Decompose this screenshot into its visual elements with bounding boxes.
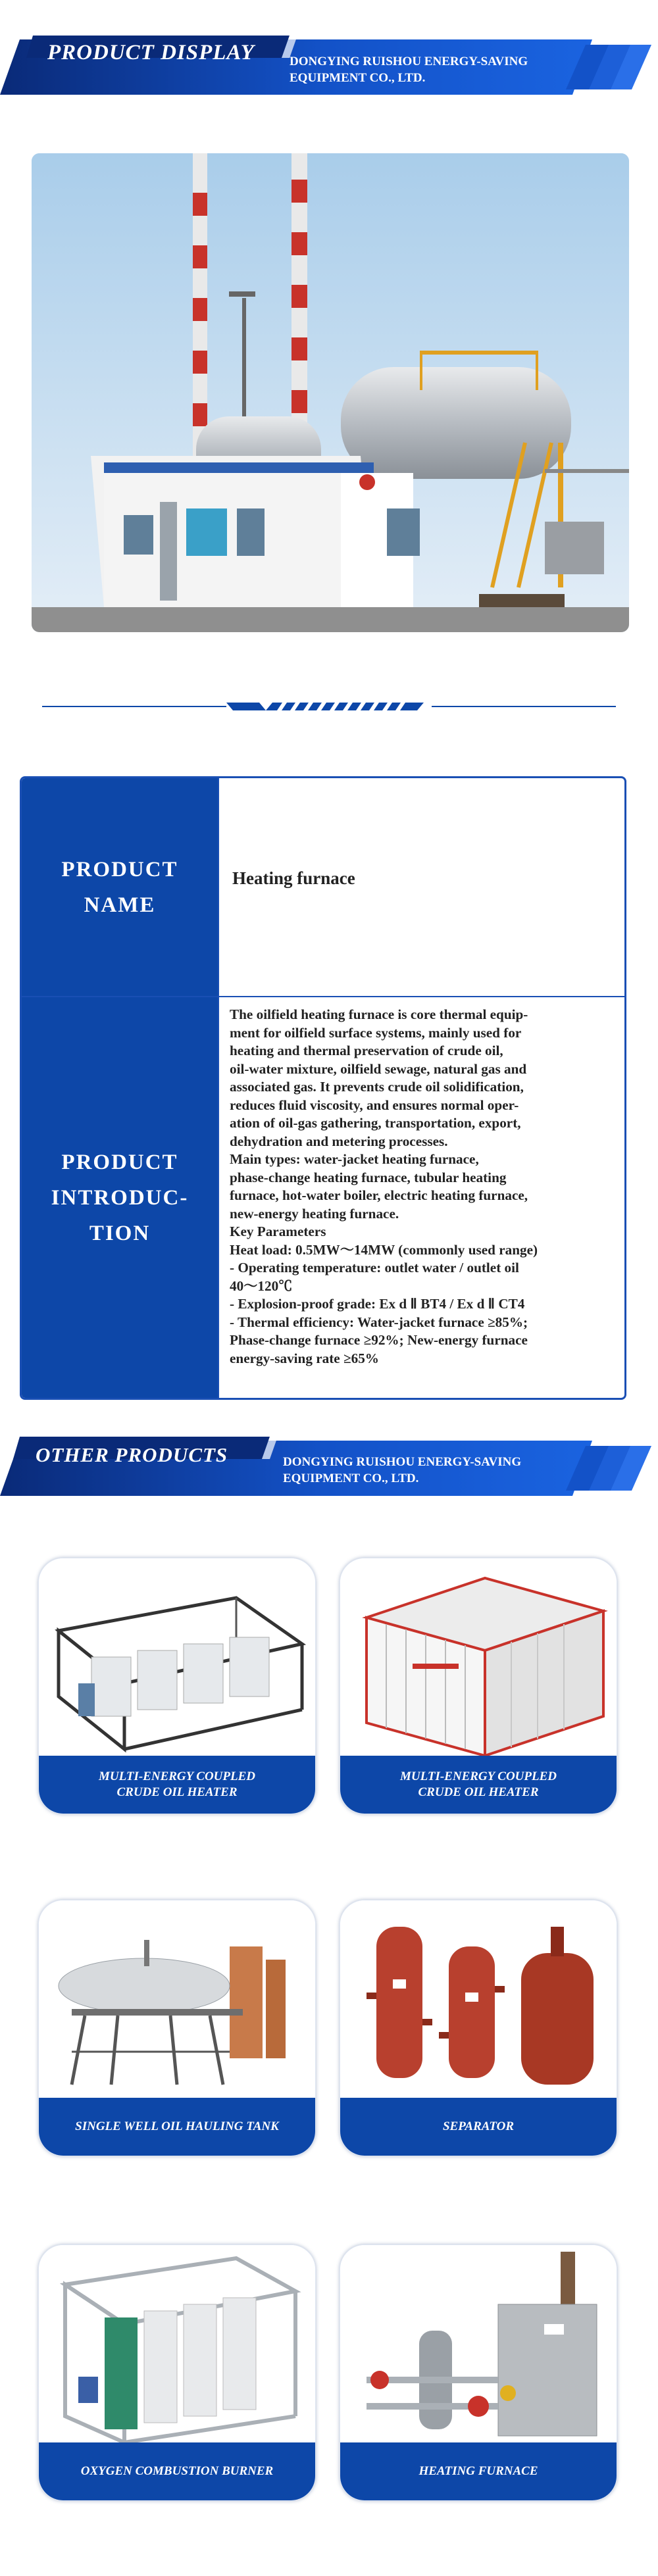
product-card-caption — [39, 2442, 315, 2500]
product-intro-label-line-3: TION — [89, 1221, 151, 1245]
intro-line: energy-saving rate ≥65% — [230, 1350, 379, 1366]
product-card-caption — [340, 2442, 617, 2500]
product-intro-label — [22, 997, 218, 1398]
separator-image — [340, 1900, 617, 2098]
intro-line: - Operating temperature: outlet water / outlet oil — [230, 1260, 519, 1276]
company-line-2: EQUIPMENT CO., LTD. — [283, 1472, 419, 1485]
intro-line: associated gas. It prevents crude oil solidification, — [230, 1079, 524, 1095]
caption-line-2: CRUDE OIL HEATER — [418, 1785, 539, 1799]
intro-line: heating and thermal preservation of crude oil, — [230, 1043, 503, 1058]
intro-line: phase-change heating furnace, tubular heating — [230, 1169, 507, 1185]
table-column-divider — [218, 778, 219, 1398]
intro-line: The oilfield heating furnace is core thermal equip- — [230, 1006, 528, 1022]
product-card[interactable] — [38, 1900, 316, 2156]
intro-line: furnace, hot-water boiler, electric heating furnace, — [230, 1187, 528, 1203]
product-card-caption — [340, 1756, 617, 1814]
company-line-1: DONGYING RUISHOU ENERGY-SAVING — [290, 55, 528, 68]
other-products-banner — [0, 1433, 658, 1499]
intro-line: - Explosion-proof grade: Ex d Ⅱ BT4 / Ex d Ⅱ CT4 — [230, 1296, 525, 1312]
oxygen-combustion-burner-image — [39, 2245, 315, 2442]
intro-line: ment for oilfield surface systems, mainly used for — [230, 1024, 522, 1041]
product-card-caption — [340, 2098, 617, 2156]
product-card[interactable] — [340, 2244, 617, 2501]
caption-line-1: SEPARATOR — [442, 2119, 515, 2133]
intro-line: Key Parameters — [230, 1224, 326, 1239]
product-intro-label-line-1: PRODUCT — [61, 1150, 178, 1174]
oil-hauling-tank-image — [39, 1900, 315, 2098]
hero-product-photo — [32, 153, 629, 632]
product-info-table — [20, 776, 626, 1400]
product-display-banner — [0, 32, 658, 97]
intro-line: Heat load: 0.5MW～14MW (commonly used range) — [230, 1241, 538, 1258]
intro-line: oil-water mixture, oilfield sewage, natural gas and — [230, 1060, 527, 1077]
company-name — [283, 1454, 521, 1487]
caption-line-1: MULTI-ENERGY COUPLED — [98, 1770, 256, 1783]
product-intro-text — [230, 1006, 618, 1368]
product-intro-label-line-2: INTRODUC- — [51, 1185, 189, 1210]
product-name-value: Heating furnace — [232, 868, 355, 888]
crude-oil-heater-container-image — [340, 1558, 617, 1756]
caption-line-1: OXYGEN COMBUSTION BURNER — [80, 2464, 274, 2478]
intro-line: new-energy heating furnace. — [230, 1205, 399, 1222]
product-card[interactable] — [38, 1558, 316, 1814]
product-card[interactable] — [340, 1900, 617, 2156]
product-name-label-line-2: NAME — [84, 893, 156, 917]
intro-line: Main types: water-jacket heating furnace, — [230, 1151, 479, 1167]
caption-line-1: SINGLE WELL OIL HAULING TANK — [75, 2119, 279, 2133]
intro-line: - Thermal efficiency: Water-jacket furnace ≥85%; — [230, 1314, 528, 1330]
intro-line: ation of oil-gas gathering, transportation, export, — [230, 1115, 521, 1131]
crude-oil-heater-image — [39, 1558, 315, 1756]
caption-line-1: MULTI-ENERGY COUPLED — [399, 1770, 557, 1783]
heating-furnace-image — [340, 2245, 617, 2442]
product-card-caption — [39, 1756, 315, 1814]
company-line-2: EQUIPMENT CO., LTD. — [290, 71, 426, 85]
product-card[interactable] — [340, 1558, 617, 1814]
intro-line: dehydration and metering processes. — [230, 1133, 448, 1149]
product-card[interactable] — [38, 2244, 316, 2501]
product-name-label — [22, 778, 218, 996]
section-title: OTHER PRODUCTS — [36, 1443, 228, 1466]
product-card-caption — [39, 2098, 315, 2156]
page-section-title: PRODUCT DISPLAY — [47, 41, 255, 64]
intro-line: reduces fluid viscosity, and ensures normal oper- — [230, 1097, 519, 1113]
intro-line: 40～120℃ — [230, 1277, 293, 1294]
intro-line: Phase-change furnace ≥92%; New-energy furnace — [230, 1332, 528, 1348]
section-divider — [42, 697, 616, 717]
caption-line-2: CRUDE OIL HEATER — [116, 1785, 238, 1799]
company-line-1: DONGYING RUISHOU ENERGY-SAVING — [283, 1455, 522, 1469]
product-name-label-line-1: PRODUCT — [61, 857, 178, 881]
caption-line-1: HEATING FURNACE — [418, 2464, 538, 2478]
company-name — [290, 53, 528, 86]
